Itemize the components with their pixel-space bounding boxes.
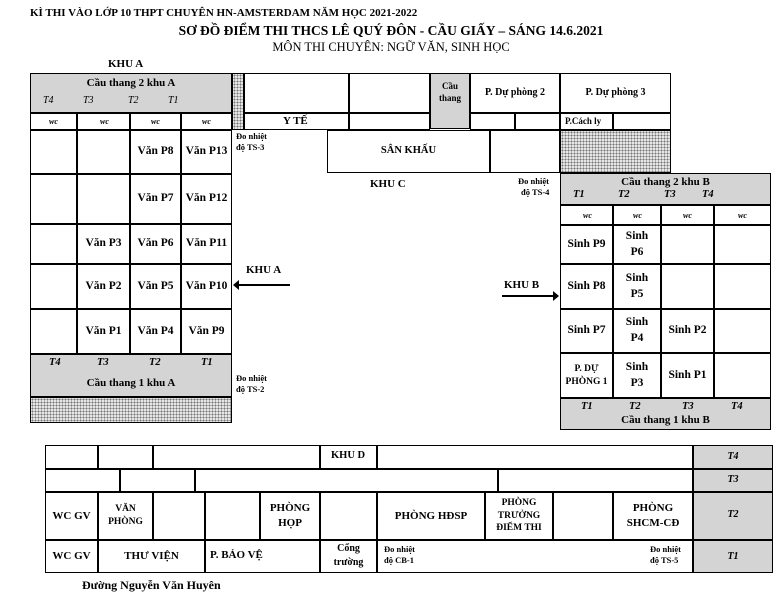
gate-area: Đo nhiệt độ CB-1 Đo nhiệt độ TS-5 [377, 540, 693, 573]
floor-t4: T4 [693, 445, 773, 469]
stair-2-khu-a [30, 73, 232, 113]
exam-room: Sinh P1 [661, 353, 714, 398]
hatched-area [30, 397, 232, 423]
room-van-phong: VĂN PHÒNG [98, 492, 153, 540]
exam-room: Văn P12 [181, 174, 232, 224]
street-label: Đường Nguyễn Văn Huyên [82, 578, 221, 592]
exam-room [714, 225, 771, 264]
school-gate: Cổng trường [320, 540, 377, 573]
temp-check-cb1: Đo nhiệt [384, 544, 415, 554]
khu-d-label-cell [320, 445, 377, 469]
temp-check-ts3: Đo nhiệt [236, 131, 267, 141]
khu-a-arrow-label: KHU A [246, 264, 282, 276]
room-phong-hop: PHÒNG HỌP [260, 492, 320, 540]
room-empty [153, 445, 320, 469]
floor-label: T2 [618, 189, 630, 200]
exam-room: Sinh P7 [560, 309, 613, 353]
room-cach-ly: P.Cách ly [560, 113, 613, 130]
exam-room [77, 130, 130, 174]
room-empty [515, 113, 560, 130]
floor-label: T3 [682, 401, 694, 412]
temp-check-ts2: Đo nhiệt [236, 373, 267, 383]
stair-2-khu-a-label: Cầu thang 2 khu A [86, 77, 176, 89]
floor-label: T2 [149, 357, 161, 368]
room-phong-truong-diem-thi: PHÒNG TRƯỞNG ĐIỂM THI [485, 492, 553, 540]
subject-line: MÔN THI CHUYÊN: NGỮ VĂN, SINH HỌC [272, 40, 510, 54]
room-empty [349, 73, 430, 113]
floor-label: T3 [664, 189, 676, 200]
room-empty [553, 492, 613, 540]
exam-room [714, 264, 771, 309]
arrow-left-icon [238, 284, 290, 286]
exam-room: Văn P2 [77, 264, 130, 309]
exam-room: Văn P6 [130, 224, 181, 264]
exam-room [714, 353, 771, 398]
room-empty [490, 130, 560, 173]
exam-room: Sinh P6 [613, 225, 661, 264]
exam-room: Văn P8 [130, 130, 181, 174]
floor-label: T3 [83, 95, 94, 106]
floor-label: T1 [573, 189, 585, 200]
exam-room [30, 264, 77, 309]
floor-label: T4 [702, 189, 714, 200]
wc-cell: wc [30, 113, 77, 130]
room-empty [349, 113, 430, 130]
exam-room: Sinh P9 [560, 225, 613, 264]
stair-1-khu-a [30, 354, 232, 397]
exam-room [661, 264, 714, 309]
room-empty [377, 445, 693, 469]
stair-2-khu-b: Cầu thang 2 khu B T1 T2 T3 T4 [560, 173, 771, 205]
floor-label: T1 [581, 401, 593, 412]
room-du-phong-3: P. Dự phòng 3 [560, 73, 671, 113]
room-y-te: Y TẾ [244, 113, 349, 130]
stage: SÂN KHẤU [327, 130, 490, 173]
arrow-right-icon [502, 295, 554, 297]
exam-room: Sinh P3 [613, 353, 661, 398]
exam-room: P. DỰ PHÒNG 1 [560, 353, 613, 398]
floor-label: T1 [201, 357, 213, 368]
room-wc-gv-2: WC GV [45, 540, 98, 573]
floor-t1: T1 [693, 540, 773, 573]
floor-t2: T2 [693, 492, 773, 540]
floor-label: T3 [97, 357, 109, 368]
temp-check-ts5: Đo nhiệt [650, 544, 681, 554]
map-title: SƠ ĐỒ ĐIỂM THI THCS LÊ QUÝ ĐÔN - CẦU GIẤY – SÁNG 14.6.2021 [178, 23, 604, 38]
exam-room [30, 130, 77, 174]
pillar [232, 73, 244, 130]
room-empty [498, 469, 693, 492]
exam-room: Sinh P8 [560, 264, 613, 309]
room-phong-shcm: PHÒNG SHCM-CĐ [613, 492, 693, 540]
wc-cell: wc [560, 205, 613, 225]
stair-1-khu-a-label: Cầu thang 1 khu A [86, 377, 176, 389]
exam-room: Văn P3 [77, 224, 130, 264]
room-empty [98, 445, 153, 469]
exam-room: Sinh P5 [613, 264, 661, 309]
wc-cell: wc [130, 113, 181, 130]
exam-room: Văn P1 [77, 309, 130, 354]
exam-room: Văn P11 [181, 224, 232, 264]
temp-check-ts4: Đo nhiệt [518, 176, 549, 186]
floor-label: T4 [49, 357, 61, 368]
floor-t3: T3 [693, 469, 773, 492]
exam-room: Văn P13 [181, 130, 232, 174]
room-empty [195, 469, 498, 492]
khu-a-label: KHU A [108, 58, 144, 70]
room-empty [320, 492, 377, 540]
room-empty [120, 469, 195, 492]
exam-room [661, 225, 714, 264]
room-du-phong-2: P. Dự phòng 2 [470, 73, 560, 113]
khu-d-label: KHU D [331, 450, 366, 461]
floor-label: T1 [168, 95, 179, 106]
floor-label: T2 [629, 401, 641, 412]
wc-cell: wc [661, 205, 714, 225]
hatched-area [560, 130, 671, 173]
exam-room: Văn P10 [181, 264, 232, 309]
exam-room: Sinh P2 [661, 309, 714, 353]
exam-room: Văn P9 [181, 309, 232, 354]
room-empty [470, 113, 515, 130]
exam-room: Sinh P4 [613, 309, 661, 353]
wc-cell: wc [181, 113, 232, 130]
room-thu-vien: THƯ VIỆN [98, 540, 205, 573]
wc-cell: wc [613, 205, 661, 225]
exam-room: Văn P7 [130, 174, 181, 224]
exam-title: KÌ THI VÀO LỚP 10 THPT CHUYÊN HN-AMSTERDAM NĂM HỌC 2021-2022 [30, 7, 418, 19]
room-empty [613, 113, 671, 130]
wc-cell: wc [714, 205, 771, 225]
room-empty [205, 492, 260, 540]
exam-room [30, 309, 77, 354]
exam-room [30, 174, 77, 224]
room-empty [244, 73, 349, 113]
floor-label: T4 [43, 95, 54, 106]
stair-1-khu-b: T1 T2 T3 T4 Cầu thang 1 khu B [560, 398, 771, 430]
room-wc-gv: WC GV [45, 492, 98, 540]
floor-label: T2 [128, 95, 139, 106]
khu-b-arrow-label: KHU B [504, 279, 540, 291]
room-empty [153, 492, 205, 540]
wc-cell: wc [77, 113, 130, 130]
exam-room: Văn P5 [130, 264, 181, 309]
room-empty [45, 469, 120, 492]
exam-room [30, 224, 77, 264]
exam-room: Văn P4 [130, 309, 181, 354]
room-bao-ve: P. BẢO VỆ [205, 540, 320, 573]
room-phong-hdsp: PHÒNG HĐSP [377, 492, 485, 540]
room-empty [45, 445, 98, 469]
exam-room [77, 174, 130, 224]
exam-room [714, 309, 771, 353]
khu-c-label: KHU C [370, 178, 406, 190]
floor-label: T4 [731, 401, 743, 412]
stairs-center: Cầu thang [430, 73, 470, 129]
